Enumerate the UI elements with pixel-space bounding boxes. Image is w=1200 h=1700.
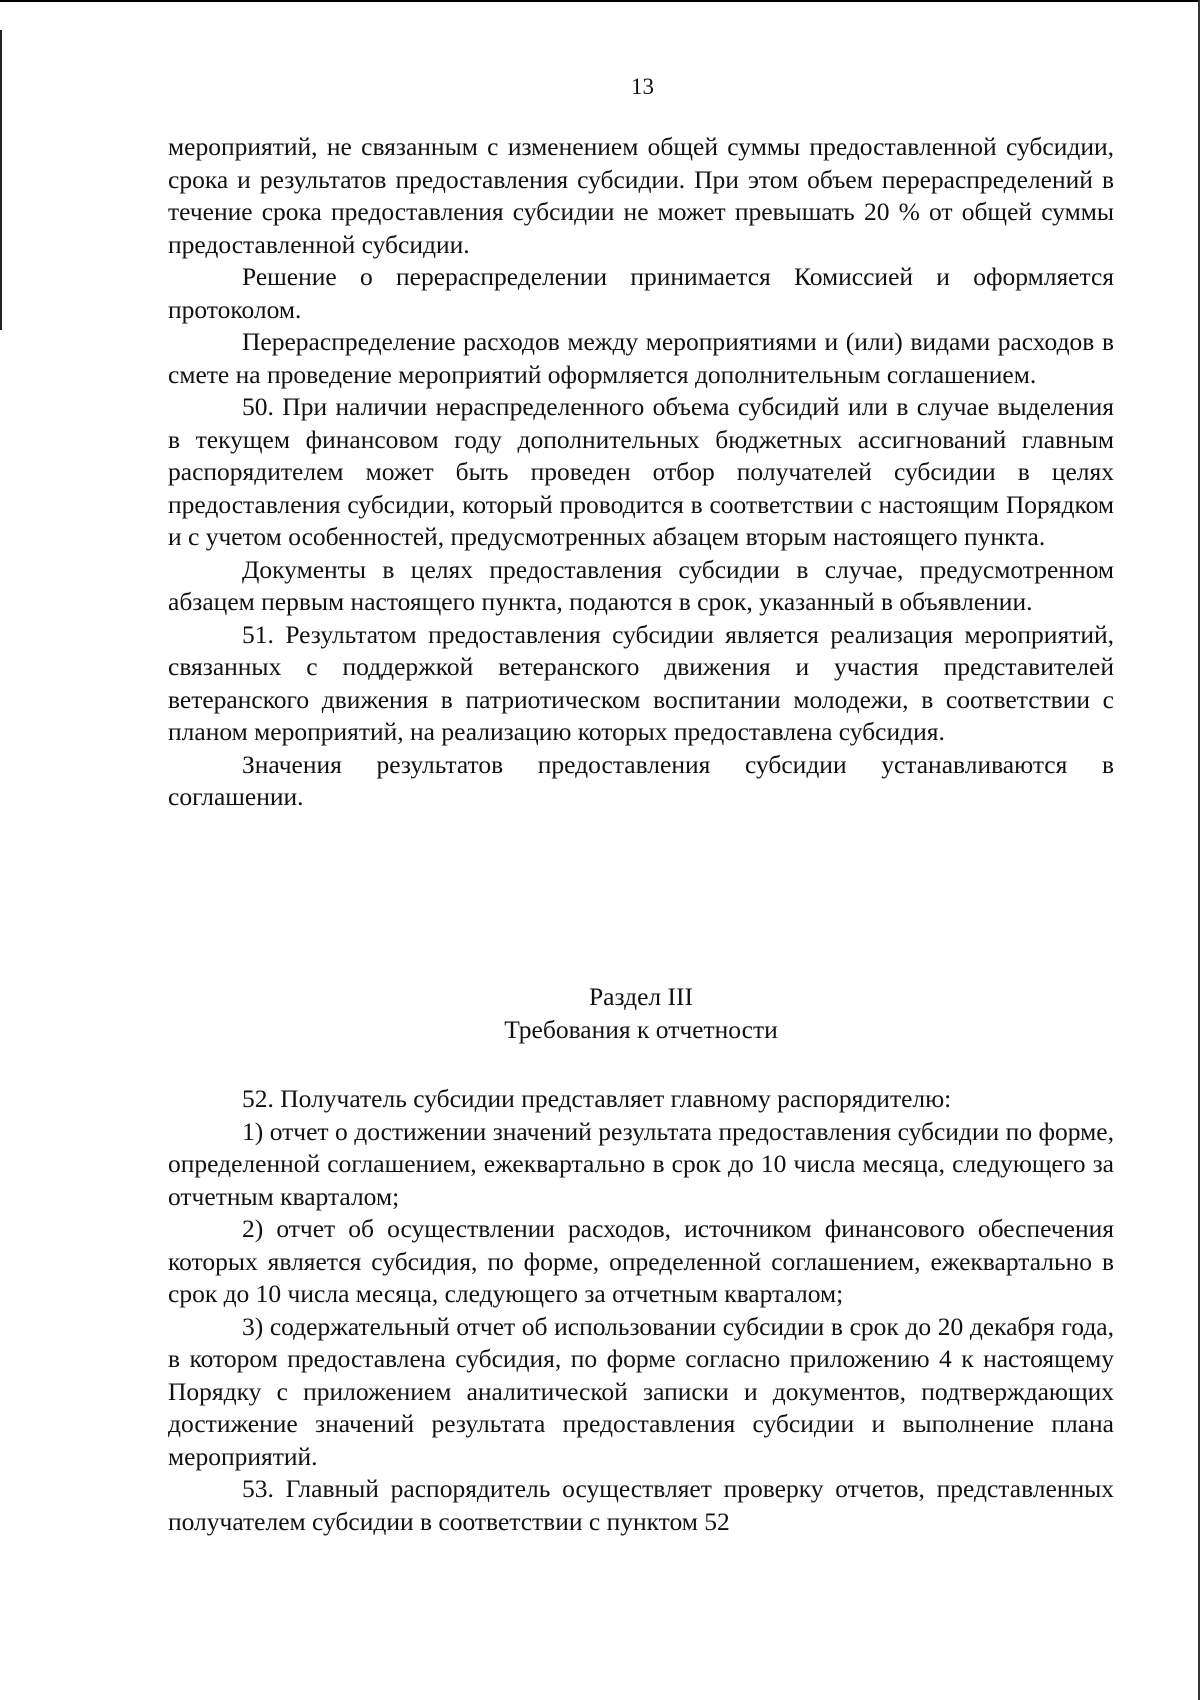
paragraph: Перераспределение расходов между мероприятиями и (или) видами расходов в смете на проведение мероприятий оформляется дополнительным соглашением. <box>168 327 1114 389</box>
paragraph: мероприятий, не связанным с изменением общей суммы предоставленной субсидии, срока и результатов предоставления субсидии. При этом объем перераспределений в течение срока предоставления субсидии не может превышать 20 % от общей суммы предоставленной субсидии. <box>168 132 1114 259</box>
paragraph: 1) отчет о достижении значений результата предоставления субсидии по форме, определенной соглашением, ежеквартально в срок до 10 числа месяца, следующего за отчетным кварталом; <box>168 1116 1114 1211</box>
page-number: 13 <box>631 74 654 99</box>
paragraph: Решение о перераспределении принимается Комиссией и оформляется протоколом. <box>168 262 1114 324</box>
section-title: Требования к отчетности <box>504 1015 778 1044</box>
paragraph: 53. Главный распорядитель осуществляет проверку отчетов, представленных получателем субсидии в соответствии с пунктом 52 <box>168 1474 1114 1536</box>
text-block-bottom <box>168 1083 1114 1538</box>
paragraph: 51. Результатом предоставления субсидии является реализация мероприятий, связанных с поддержкой ветеранского движения и участия представителей ветеранского движения в патриотическом воспитании молодежи, в соответствии с планом мероприятий, на реализацию которых предоставлена субсидия. <box>168 619 1114 746</box>
paragraph: 50. При наличии нераспределенного объема субсидий или в случае выделения в текущем финансовом году дополнительных бюджетных ассигнований главным распорядителем может быть проведен отбор получателей субсидии в целях предоставления субсидии, который проводится в соответствии с настоящим Порядком и с учетом особенностей, предусмотренных абзацем вторым настоящего пункта. <box>168 392 1114 551</box>
paragraph: 2) отчет об осуществлении расходов, источником финансового обеспечения которых является субсидия, по форме, определенной соглашением, ежеквартально в срок до 10 числа месяца, следующего за отчетным кварталом; <box>168 1214 1114 1308</box>
scan-edge-top <box>0 0 1200 2</box>
paragraph: 52. Получатель субсидии представляет главному распорядителю: <box>242 1084 952 1113</box>
paragraph: 3) содержательный отчет об использовании субсидии в срок до 20 декабря года, в котором предоставлена субсидия, по форме согласно приложению 4 к настоящему Порядку с приложением аналитической записки и документов, подтверждающих достижение значений результата предоставления субсидии и выполнение плана мероприятий. <box>168 1311 1114 1471</box>
section-number: Раздел III <box>589 982 693 1011</box>
paragraph: Документы в целях предоставления субсидии в случае, предусмотренном абзацем первым настоящего пункта, подаются в срок, указанный в объявлении. <box>168 554 1114 616</box>
paragraph: Значения результатов предоставления субсидии устанавливаются в соглашении. <box>168 749 1114 811</box>
section-header <box>168 980 1114 1046</box>
text-block-top <box>168 131 1114 814</box>
